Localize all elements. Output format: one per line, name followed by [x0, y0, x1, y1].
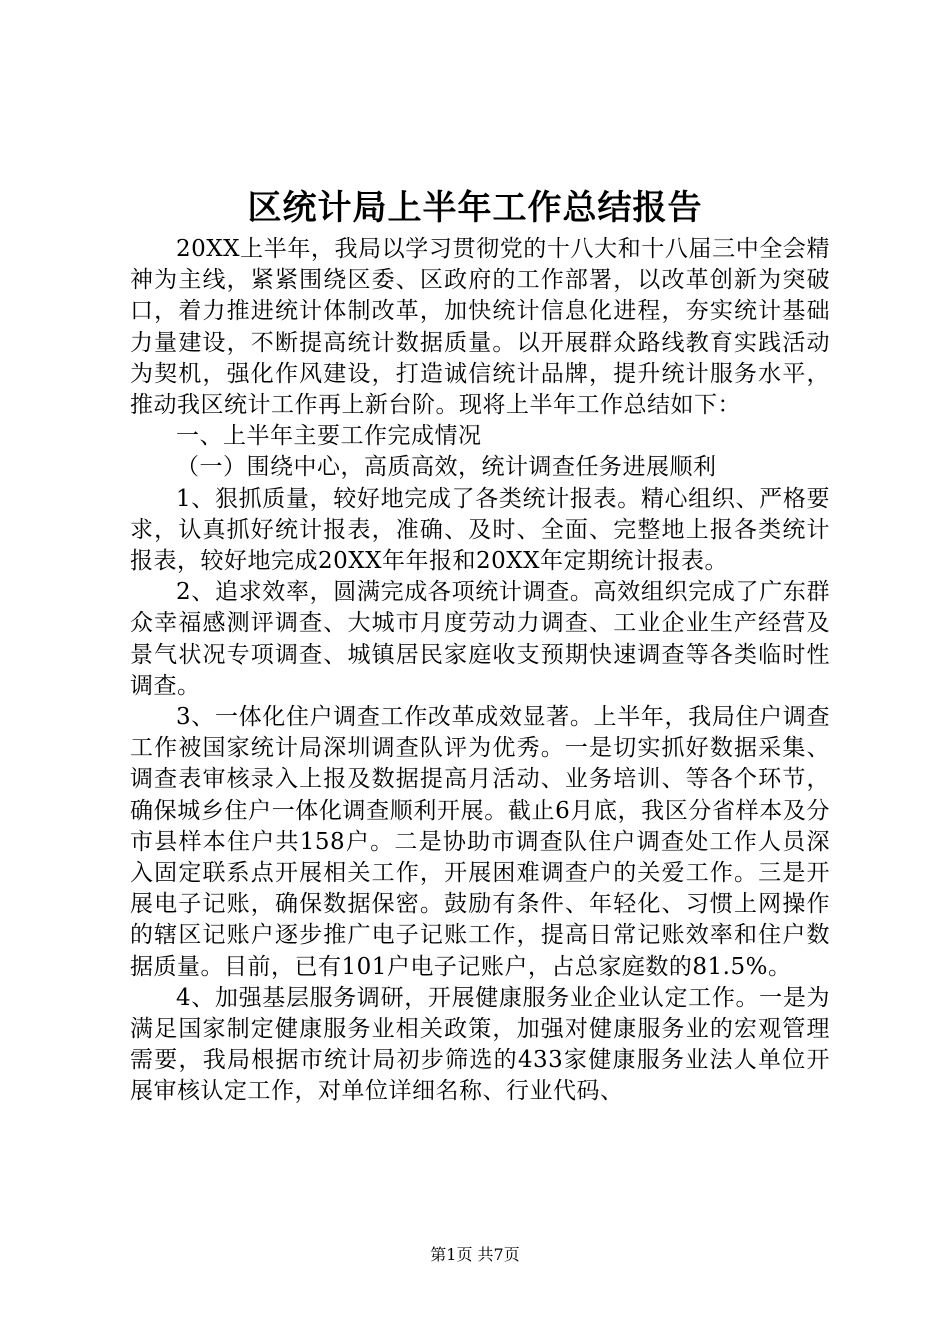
document-title: 区统计局上半年工作总结报告 [247, 188, 703, 228]
section-heading: 一、上半年主要工作完成情况 [176, 423, 482, 450]
paragraph-item-4: 4、加强基层服务调研，开展健康服务业企业认定工作。一是为满足国家制定健康服务业相关政策，加强对健康服务业的宏观管理需要，我局根据市统计局初步筛选的433家健康服务业法人单位开展审核认定工作，对单位详细名称、行业代码、 [130, 984, 830, 1105]
paragraph-item-3: 3、一体化住户调查工作改革成效显著。上半年，我局住户调查工作被国家统计局深圳调查队评为优秀。一是切实抓好数据采集、调查表审核录入上报及数据提高月活动、业务培训、等各个环节，确保城乡住户一体化调查顺利开展。截止6月底，我区分省样本及分市县样本住户共158户。二是协助市调查队住户调查处工作人员深入固定联系点开展相关工作，开展困难调查户的关爱工作。三是开展电子记账，确保数据保密。鼓励有条件、年轻化、习惯上网操作的辖区记账户逐步推广电子记账工作，提高日常记账效率和住户数据质量。目前，已有101户电子记账户，占总家庭数的81.5%。 [130, 704, 830, 980]
document-body [130, 234, 830, 1108]
paragraph-item-1: 1、狠抓质量，较好地完成了各类统计报表。精心组织、严格要求，认真抓好统计报表，准确、及时、全面、完整地上报各类统计报表，较好地完成20XX年年报和20XX年定期统计报表。 [130, 485, 830, 575]
paragraph-intro: 20XX上半年，我局以学习贯彻党的十八大和十八届三中全会精神为主线，紧紧围绕区委、区政府的工作部署，以改革创新为突破口，着力推进统计体制改革，加快统计信息化进程，夯实统计基础力量建设，不断提高统计数据质量。以开展群众路线教育实践活动为契机，强化作风建设，打造诚信统计品牌，提升统计服务水平，推动我区统计工作再上新台阶。现将上半年工作总结如下： [130, 236, 830, 419]
paragraph-item-2: 2、追求效率，圆满完成各项统计调查。高效组织完成了广东群众幸福感测评调查、大城市月度劳动力调查、工业企业生产经营及景气状况专项调查、城镇居民家庭收支预期快速调查等各类临时性调查。 [130, 579, 830, 699]
subsection-heading: （一）围绕中心，高质高效，统计调查任务进展顺利 [176, 454, 717, 481]
page-footer: 第1页 共7页 [430, 1245, 520, 1264]
